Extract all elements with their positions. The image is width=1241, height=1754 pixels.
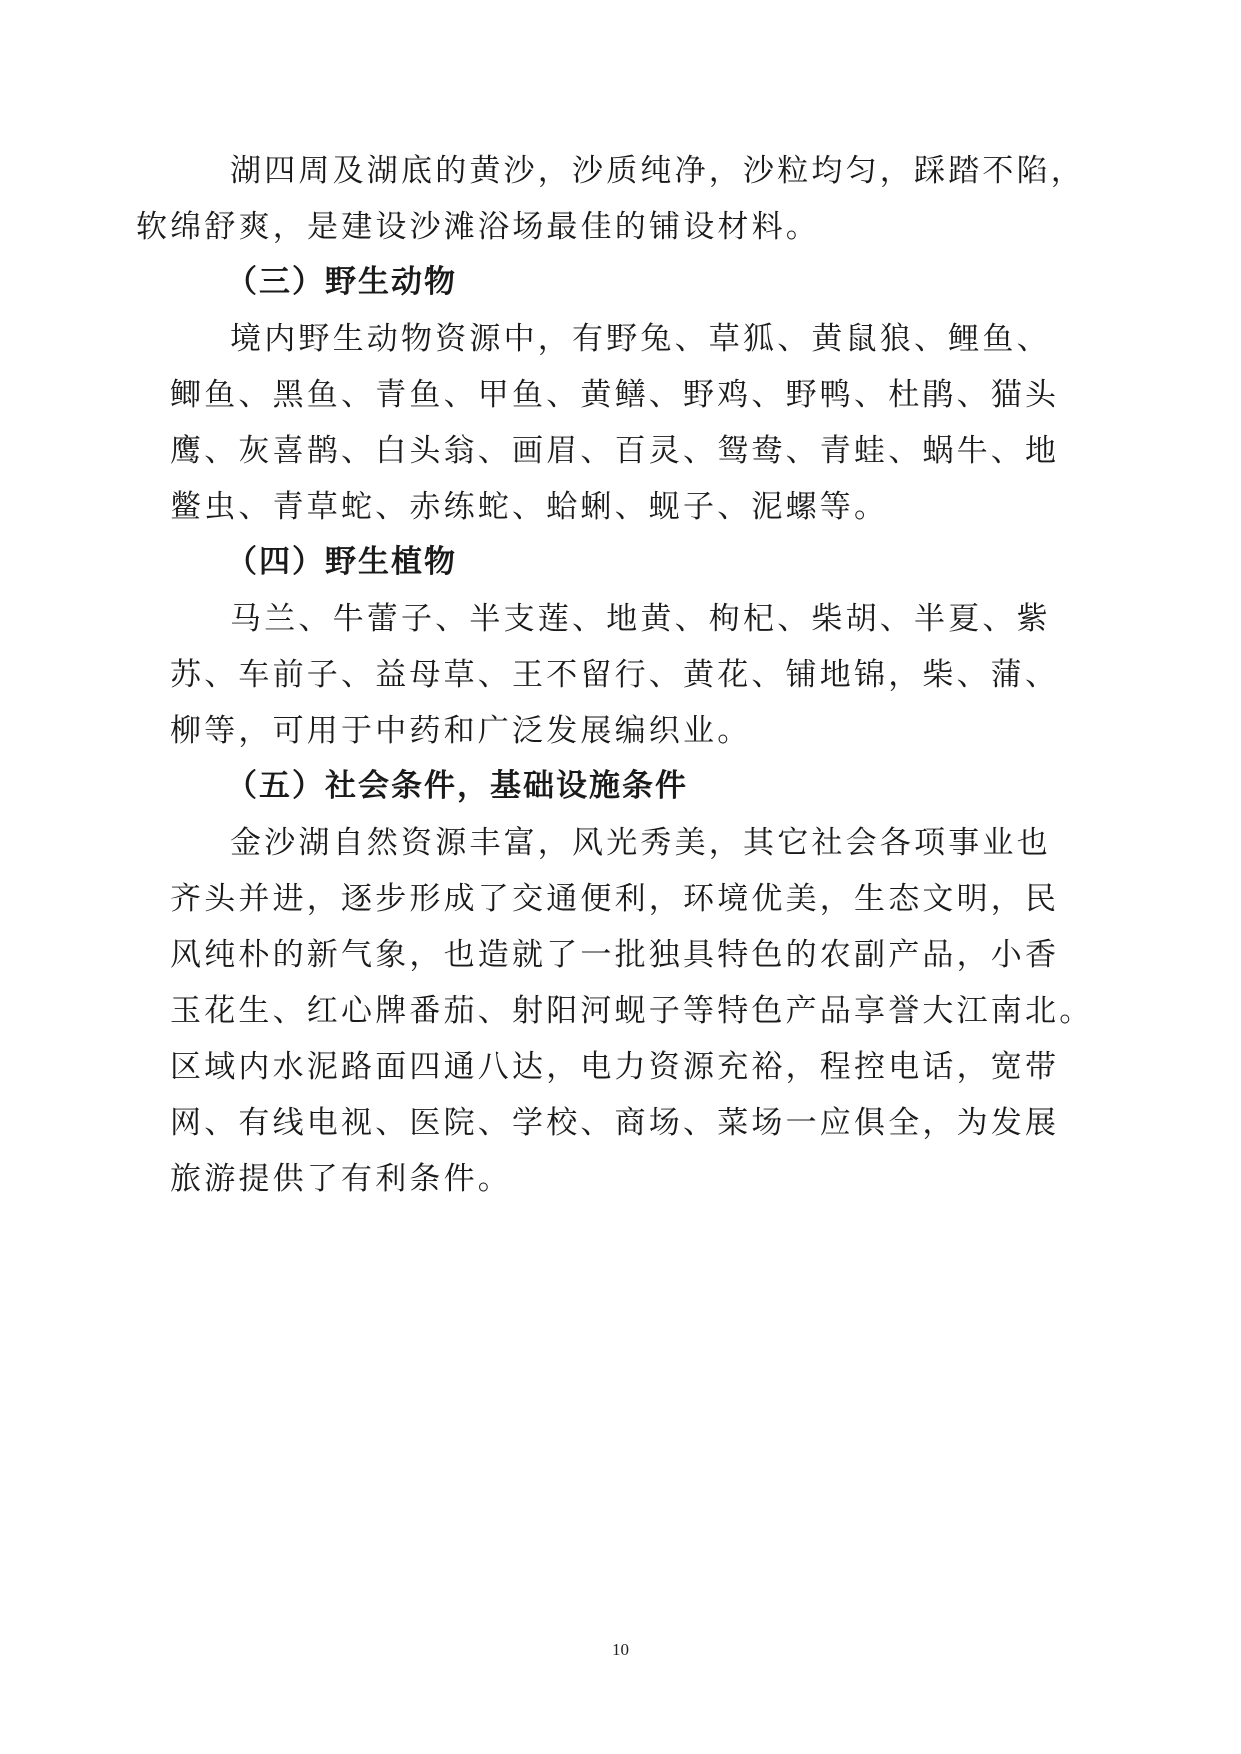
paragraph-line: 苏、车前子、益母草、王不留行、黄花、铺地锦，柴、蒲、 [170,657,1060,693]
paragraph-line: 软绵舒爽，是建设沙滩浴场最佳的铺设材料。 [136,209,820,245]
paragraph-line: 齐头并进，逐步形成了交通便利，环境优美，生态文明，民 [170,881,1060,917]
paragraph-line: 鲫鱼、黑鱼、青鱼、甲鱼、黄鳝、野鸡、野鸭、杜鹃、猫头 [170,377,1060,413]
paragraph-line: 网、有线电视、医院、学校、商场、菜场一应俱全，为发展 [170,1105,1060,1141]
paragraph-line: 玉花生、红心牌番茄、射阳河蚬子等特色产品享誉大江南北。 [170,993,1094,1029]
paragraph-line: 境内野生动物资源中，有野兔、草狐、黄鼠狼、鲤鱼、 [230,321,1051,357]
paragraph-line: 柳等，可用于中药和广泛发展编织业。 [170,713,752,749]
section-heading-wild-animals: （三）野生动物 [226,264,457,300]
paragraph-line: 鹰、灰喜鹊、白头翁、画眉、百灵、鸳鸯、青蛙、蜗牛、地 [170,433,1060,469]
paragraph-line: 金沙湖自然资源丰富，风光秀美，其它社会各项事业也 [230,825,1051,861]
paragraph-line: 风纯朴的新气象，也造就了一批独具特色的农副产品，小香 [170,937,1060,973]
section-heading-wild-plants: （四）野生植物 [226,544,457,580]
page-number: 10 [612,1640,629,1659]
paragraph-line: 区域内水泥路面四通八达，电力资源充裕，程控电话，宽带 [170,1049,1060,1085]
paragraph-line: 马兰、牛蕾子、半支莲、地黄、枸杞、柴胡、半夏、紫 [230,601,1051,637]
paragraph-line: 湖四周及湖底的黄沙，沙质纯净，沙粒均匀，踩踏不陷， [230,153,1085,189]
paragraph-line: 鳖虫、青草蛇、赤练蛇、蛤蜊、蚬子、泥螺等。 [170,489,889,525]
section-heading-social-conditions: （五）社会条件，基础设施条件 [226,768,688,804]
paragraph-line: 旅游提供了有利条件。 [170,1161,512,1197]
